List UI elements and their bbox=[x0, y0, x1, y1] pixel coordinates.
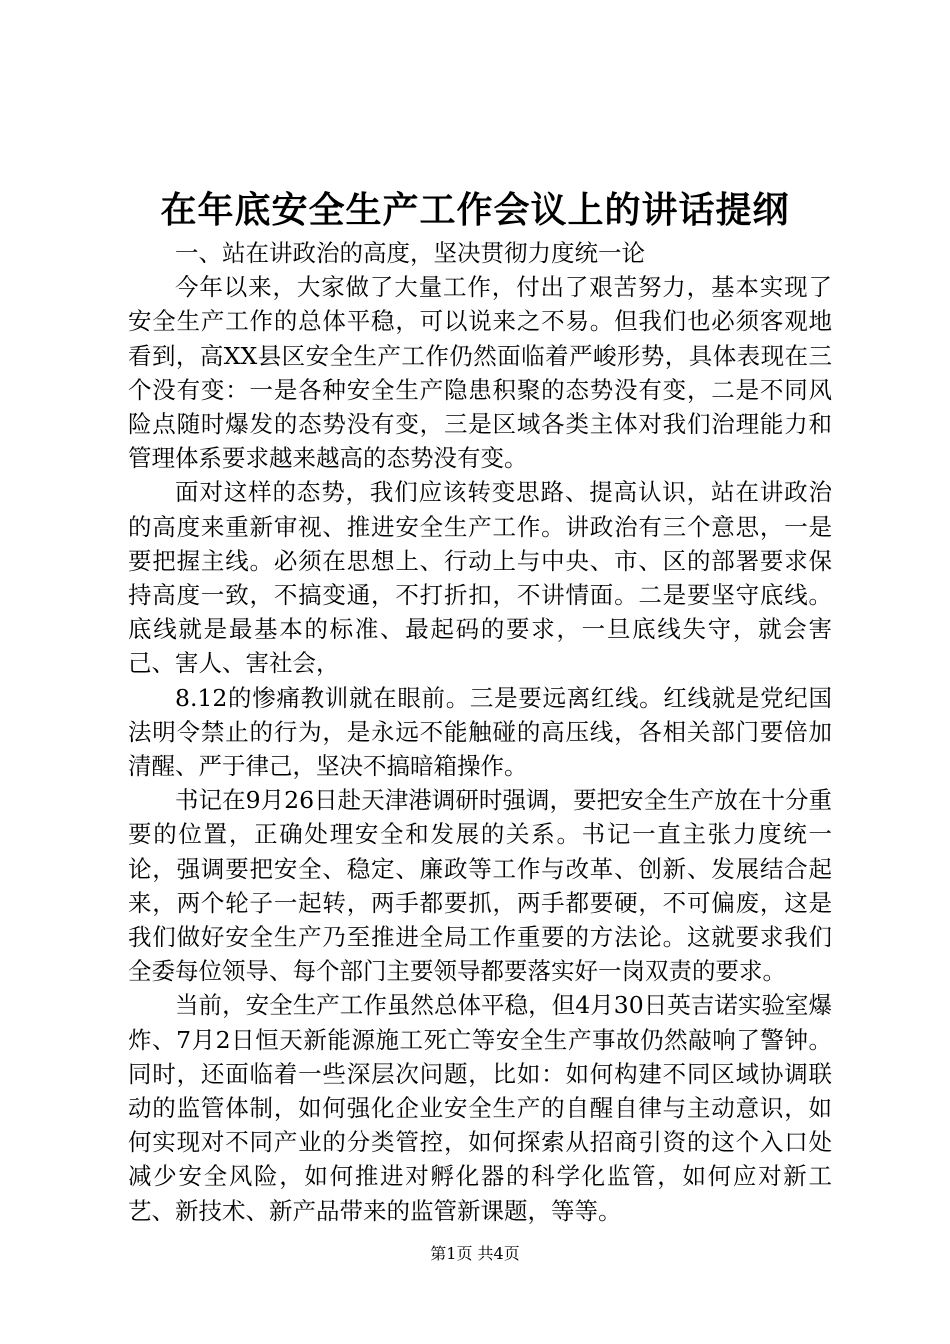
document-body bbox=[128, 236, 832, 1228]
paragraph: 当前，安全生产工作虽然总体平稳，但4月30日英吉诺实验室爆炸、7月2日恒天新能源施工死亡等安全生产事故仍然敲响了警钟。同时，还面临着一些深层次问题，比如：如何构建不同区域协调联动的监管体制，如何强化企业安全生产的自醒自律与主动意识，如何实现对不同产业的分类管控，如何探索从招商引资的这个入口处减少安全风险，如何推进对孵化器的科学化监管，如何应对新工艺、新技术、新产品带来的监管新课题，等等。 bbox=[128, 991, 832, 1225]
section-heading: 一、站在讲政治的高度，坚决贯彻力度统一论 bbox=[175, 239, 645, 267]
paragraph: 今年以来，大家做了大量工作，付出了艰苦努力，基本实现了安全生产工作的总体平稳，可以说来之不易。但我们也必须客观地看到，高XX县区安全生产工作仍然面临着严峻形势，具体表现在三个没有变：一是各种安全生产隐患积聚的态势没有变，二是不同风险点随时爆发的态势没有变，三是区域各类主体对我们治理能力和管理体系要求越来越高的态势没有变。 bbox=[128, 273, 832, 473]
paragraph: 面对这样的态势，我们应该转变思路、提高认识，站在讲政治的高度来重新审视、推进安全生产工作。讲政治有三个意思，一是要把握主线。必须在思想上、行动上与中央、市、区的部署要求保持高度一致，不搞变通，不打折扣，不讲情面。二是要坚守底线。底线就是最基本的标准、最起码的要求，一旦底线失守，就会害己、害人、害社会， bbox=[128, 478, 832, 678]
document-title: 在年底安全生产工作会议上的讲话提纲 bbox=[160, 189, 790, 231]
paragraph: 书记在9月26日赴天津港调研时强调，要把安全生产放在十分重要的位置，正确处理安全和发展的关系。书记一直主张力度统一论，强调要把安全、稳定、廉政等工作与改革、创新、发展结合起来，两个轮子一起转，两手都要抓，两手都要硬，不可偏废，这是我们做好安全生产乃至推进全局工作重要的方法论。这就要求我们全委每位领导、每个部门主要领导都要落实好一岗双责的要求。 bbox=[128, 786, 832, 986]
paragraph: 8.12的惨痛教训就在眼前。三是要远离红线。红线就是党纪国法明令禁止的行为，是永远不能触碰的高压线，各相关部门要倍加清醒、严于律己，坚决不搞暗箱操作。 bbox=[128, 683, 832, 781]
page-footer: 第1页 共4页 bbox=[430, 1244, 520, 1263]
